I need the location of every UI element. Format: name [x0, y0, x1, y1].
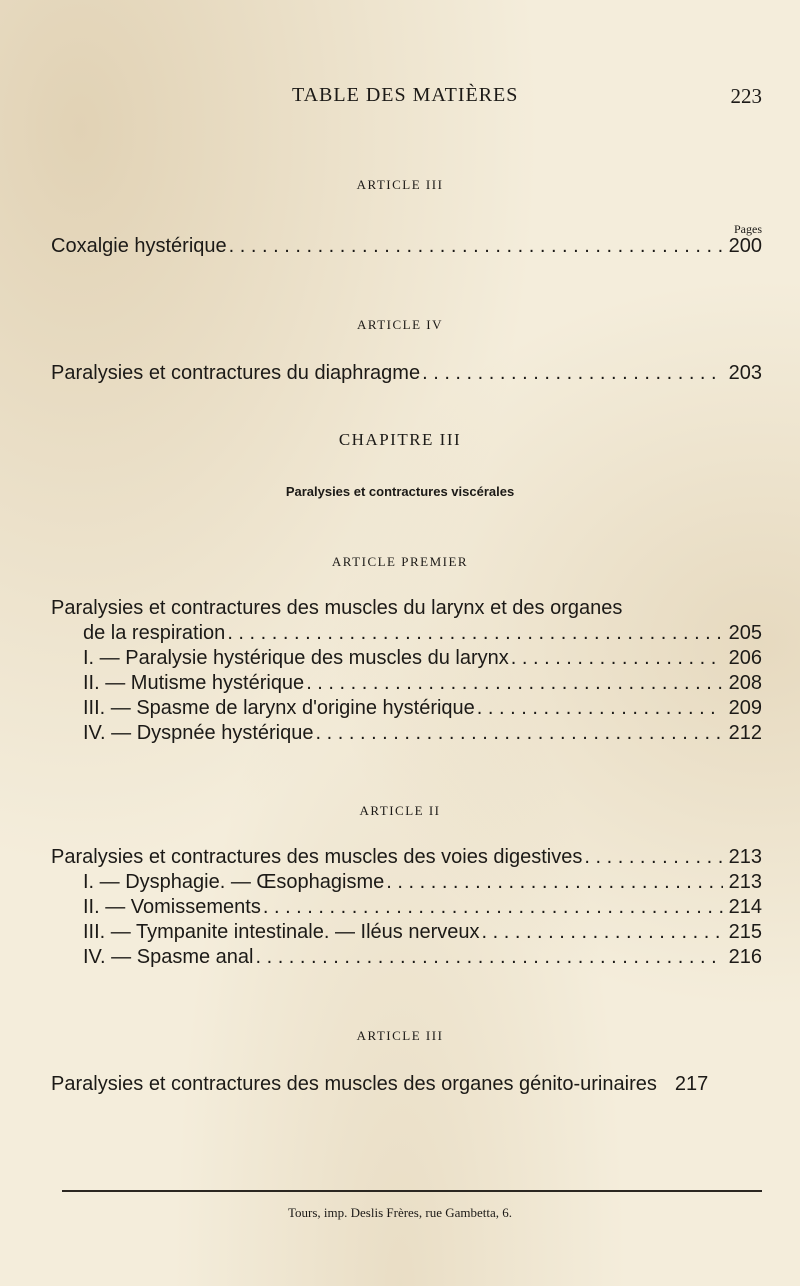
- dot-leader: [386, 869, 722, 895]
- dot-leader: [255, 944, 722, 970]
- toc-subentry-label: II. — Mutisme hystérique: [83, 672, 305, 694]
- dot-leader: [422, 360, 723, 386]
- toc-subentry-page: 212: [728, 722, 762, 744]
- dot-leader: [584, 844, 722, 870]
- toc-subentry-page: 209: [728, 697, 762, 719]
- dot-leader: [511, 645, 723, 671]
- toc-subentry-label: II. — Vomissements: [83, 896, 261, 918]
- toc-subentry[interactable]: [83, 894, 762, 920]
- chapter-subtitle: Paralysies et contractures viscérales: [285, 484, 515, 499]
- toc-entry[interactable]: [51, 1071, 762, 1097]
- toc-subentry-page: 206: [728, 647, 762, 669]
- dot-leader: [229, 233, 723, 259]
- toc-entry[interactable]: [51, 233, 762, 259]
- toc-subentry-label: III. — Tympanite intestinale. — Iléus nerveux: [83, 921, 480, 943]
- toc-subentry[interactable]: [83, 720, 762, 746]
- dot-leader: [263, 894, 723, 920]
- toc-subentry-label: I. — Paralysie hystérique des muscles du larynx: [83, 647, 509, 669]
- toc-subentry-page: 215: [728, 921, 762, 943]
- toc-subentry-label: IV. — Spasme anal: [83, 946, 254, 968]
- toc-subentry-label: III. — Spasme de larynx d'origine hystérique: [83, 697, 475, 719]
- toc-subentry[interactable]: [83, 670, 762, 696]
- toc-subentry[interactable]: [83, 869, 762, 895]
- page-number: 223: [730, 84, 762, 108]
- toc-entry-label: Paralysies et contractures du diaphragme: [51, 362, 421, 384]
- article-heading: ARTICLE III: [356, 1028, 444, 1043]
- toc-subentry[interactable]: [83, 919, 762, 945]
- toc-entry-page: 205: [728, 622, 762, 644]
- toc-subentry[interactable]: [83, 944, 762, 970]
- running-head: [0, 84, 800, 114]
- dot-leader: [481, 919, 722, 945]
- article-heading: ARTICLE II: [359, 803, 441, 818]
- article-heading: ARTICLE IV: [356, 317, 444, 332]
- toc-subentry-label: I. — Dysphagie. — Œsophagisme: [83, 871, 385, 893]
- toc-subentry-page: 216: [728, 946, 762, 968]
- dot-leader: [316, 720, 723, 746]
- toc-entry-page: 203: [728, 362, 762, 384]
- pages-label: Pages: [734, 222, 762, 236]
- running-head-title: TABLE DES MATIÈRES: [292, 84, 519, 106]
- dot-leader: [477, 695, 723, 721]
- toc-entry-title: Paralysies et contractures des muscles du larynx et des organes: [51, 597, 623, 619]
- dot-leader: [227, 620, 722, 646]
- toc-entry-page: 217: [674, 1073, 709, 1095]
- toc-entry[interactable]: [51, 844, 762, 870]
- toc-subentry[interactable]: [83, 695, 762, 721]
- article-heading: ARTICLE III: [356, 177, 444, 192]
- toc-entry-label: Paralysies et contractures des muscles des organes génito-urinaires: [51, 1073, 657, 1095]
- dot-leader: [306, 670, 722, 696]
- toc-subentry-label: IV. — Dyspnée hystérique: [83, 722, 314, 744]
- toc-entry-page: 213: [728, 846, 762, 868]
- footer-rule: [62, 1190, 762, 1192]
- article-heading: ARTICLE PREMIER: [331, 554, 469, 569]
- toc-subentry-page: 213: [728, 871, 762, 893]
- toc-entry[interactable]: [83, 620, 762, 646]
- toc-entry-label: de la respiration: [83, 622, 226, 644]
- toc-entry-page: 200: [728, 235, 762, 257]
- toc-subentry[interactable]: [83, 645, 762, 671]
- toc-entry-label: Coxalgie hystérique: [51, 235, 227, 257]
- toc-subentry-page: 208: [728, 672, 762, 694]
- chapter-heading: CHAPITRE III: [338, 430, 462, 449]
- toc-entry[interactable]: [51, 360, 762, 386]
- printer-imprint: Tours, imp. Deslis Frères, rue Gambetta, 6.: [287, 1205, 512, 1220]
- toc-subentry-page: 214: [728, 896, 762, 918]
- toc-entry-label: Paralysies et contractures des muscles des voies digestives: [51, 846, 583, 868]
